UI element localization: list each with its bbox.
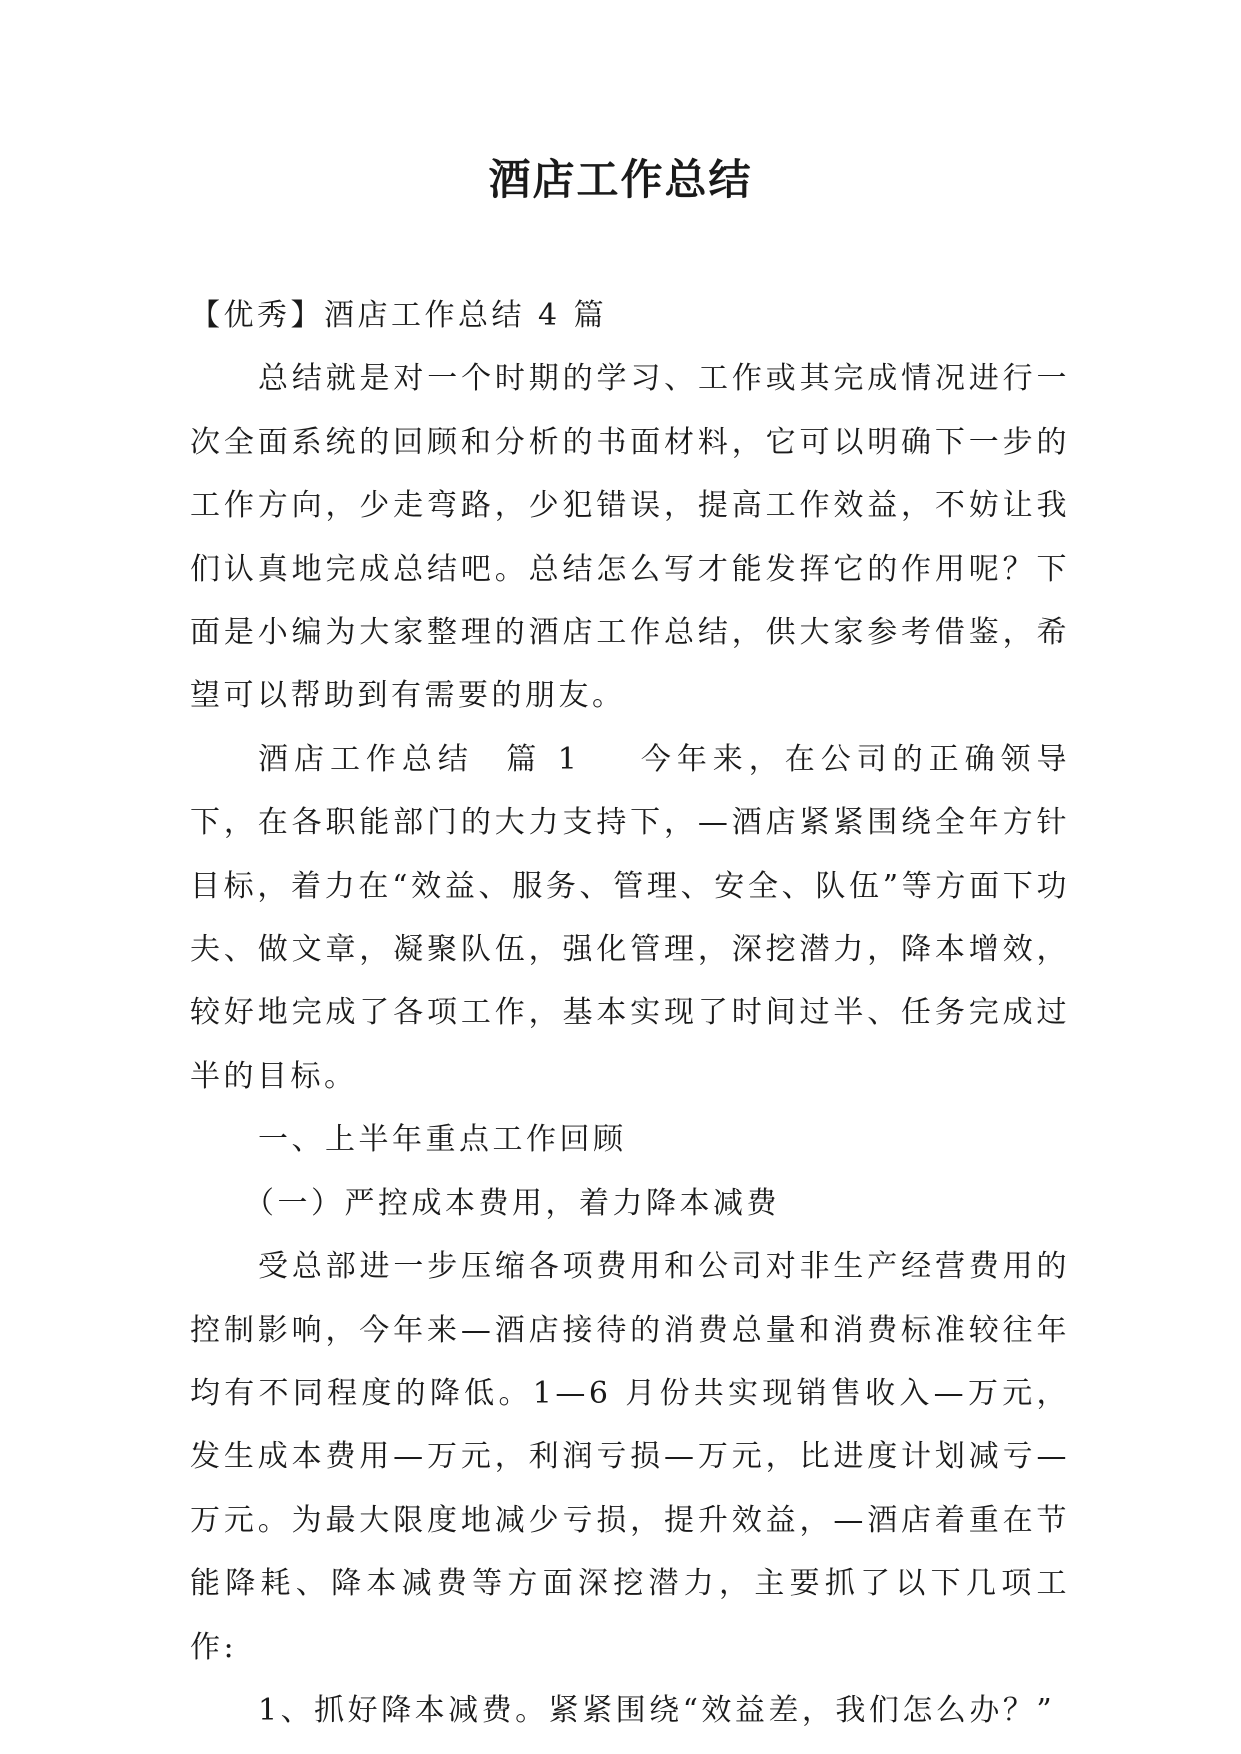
article-title: 酒店工作总结 <box>258 741 474 777</box>
intro-paragraph: 总结就是对一个时期的学习、工作或其完成情况进行一次全面系统的回顾和分析的书面材料，它可以明确下一步的工作方向，少走弯路，少犯错误，提高工作效益，不妨让我们认真地完成总结吧。总结怎么写才能发挥它的作用呢？下面是小编为大家整理的酒店工作总结，供大家参考借鉴，希望可以帮助到有需要的朋友。 <box>190 361 1070 714</box>
article-intro: 今年来，在公司的正确领导下，在各职能部门的大力支持下，—酒店紧紧围绕全年方针目标，着力在“效益、服务、管理、安全、队伍”等方面下功夫、做文章，凝聚队伍，强化管理，深挖潜力，降本增效，较好地完成了各项工作，基本实现了时间过半、任务完成过半的目标。 <box>190 741 1071 1094</box>
body-paragraph-2: 1、抓好降本减费。紧紧围绕“效益差，我们怎么办？” <box>258 1692 1056 1728</box>
section-heading: 一、上半年重点工作回顾 <box>258 1122 627 1158</box>
subsection-heading: （一）严控成本费用，着力降本减费 <box>244 1185 780 1221</box>
article-paragraph <box>190 728 1070 1108</box>
document-body <box>190 284 1070 1742</box>
subtitle: 【优秀】酒店工作总结 4 篇 <box>190 298 608 333</box>
article-number: 篇 1 <box>503 741 581 777</box>
body-paragraph: 受总部进一步压缩各项费用和公司对非生产经营费用的控制影响，今年来—酒店接待的消费总量和消费标准较往年均有不同程度的降低。1—6 月份共实现销售收入—万元，发生成本费用—万元，利润亏损—万元，比进度计划减亏—万元。为最大限度地减少亏损，提升效益，—酒店着重在节能降耗、降本减费等方面深挖潜力，主要抓了以下几项工作: <box>190 1249 1070 1665</box>
document-title: 酒店工作总结 <box>488 155 753 204</box>
